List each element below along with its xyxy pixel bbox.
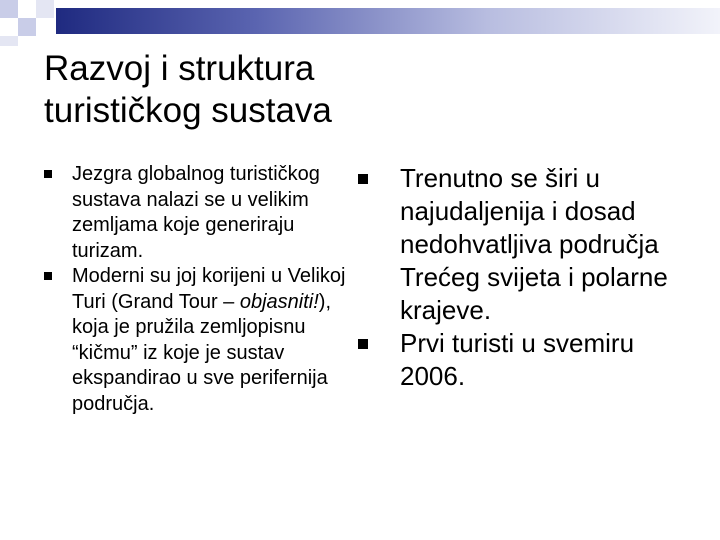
gradient-bar — [56, 8, 720, 34]
bullet-text: Trenutno se širi u najudaljenija i dosad nedohvatljiva područja Trećeg svijeta i polarne krajeve. — [400, 163, 668, 325]
bullet-text: Prvi turisti u svemiru 2006. — [400, 328, 635, 391]
bullet-text — [72, 265, 345, 415]
decorative-square — [0, 0, 18, 18]
slide-title-line: Razvoj i struktura — [44, 49, 315, 88]
decorative-square — [36, 0, 54, 18]
square-bullet-icon — [44, 170, 52, 178]
slide-title-line: turističkog sustava — [44, 91, 332, 130]
right-bullet-list — [358, 162, 698, 393]
bullet-text: Jezgra globalnog turističkog sustava nalazi se u velikim zemljama koje generiraju turizam. — [72, 163, 320, 262]
list-item — [44, 264, 364, 417]
slide-title — [44, 48, 684, 132]
left-bullet-list — [44, 162, 364, 417]
list-item — [44, 162, 364, 264]
square-bullet-icon — [358, 339, 368, 349]
decorative-square — [36, 18, 54, 36]
bullet-text-part: Moderni su joj korijeni u Velikoj Turi (Grand Tour – — [72, 265, 346, 313]
square-bullet-icon — [44, 272, 52, 280]
bullet-text-italic: objasniti! — [239, 290, 319, 313]
square-bullet-icon — [358, 174, 368, 184]
decorative-square — [0, 36, 18, 46]
decorative-square — [18, 0, 36, 18]
list-item — [358, 162, 698, 327]
list-item — [358, 327, 698, 393]
bullet-text-part: ), koja je pružila zemljopisnu “kičmu” iz koje je sustav ekspandirao u sve perifernija područja. — [72, 290, 331, 415]
decorative-square — [18, 18, 36, 36]
decorative-header-band — [0, 0, 720, 40]
